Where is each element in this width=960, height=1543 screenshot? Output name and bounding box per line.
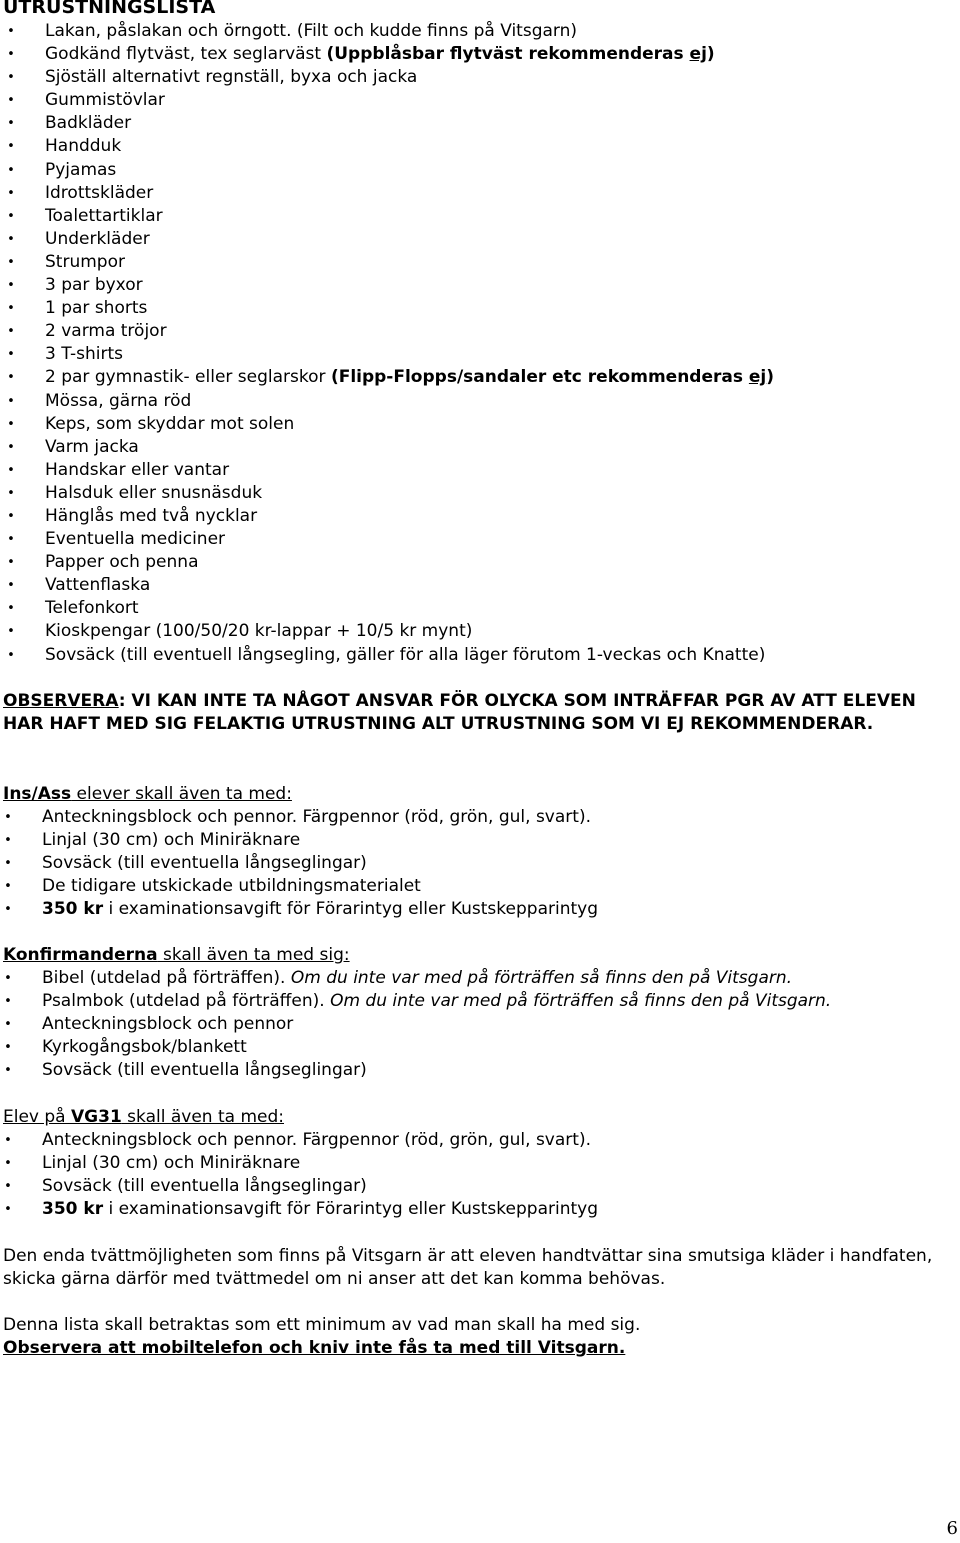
bullet-icon: • (7, 162, 15, 178)
list-item (3, 251, 774, 274)
list-item (3, 1129, 957, 1152)
section-heading-rest: skall även ta med sig: (157, 945, 350, 965)
bullet-icon: • (4, 1202, 12, 1218)
warning-notice (3, 690, 957, 736)
list-item (3, 1036, 957, 1059)
equipment-list (3, 20, 774, 667)
item-text: i examinationsavgift för Förarintyg eller Kustskepparintyg (103, 1199, 598, 1220)
item-text: Underkläder (45, 228, 150, 249)
bullet-icon: • (7, 393, 15, 409)
list-item (3, 1175, 957, 1198)
item-text: 3 T-shirts (45, 344, 124, 365)
list-item (3, 482, 774, 505)
section-list (3, 1129, 957, 1221)
page-number: 6 (946, 1518, 958, 1539)
item-text: i examinationsavgift för Förarintyg eller Kustskepparintyg (103, 899, 598, 920)
bullet-icon: • (4, 810, 12, 825)
section-heading-rest: skall även ta med: (121, 1107, 284, 1127)
bullet-icon: • (7, 485, 15, 501)
bullet-icon: • (7, 70, 15, 86)
list-item (3, 159, 774, 182)
section-list (3, 806, 957, 921)
item-bold-note: ) (706, 44, 715, 65)
item-text: Anteckningsblock och pennor (42, 1014, 294, 1035)
item-text: Handduk (45, 136, 122, 157)
item-bold-note: (Uppblåsbar flytväst rekommenderas (326, 44, 690, 65)
item-bold-note: (Flipp-Flopps/sandaler etc rekommenderas (330, 367, 749, 388)
section-heading-prefix: Elev på (3, 1107, 71, 1127)
item-text: 2 par gymnastik- eller seglarskor (45, 367, 331, 388)
item-text: Telefonkort (45, 598, 139, 619)
section-heading-strong: VG31 (71, 1107, 122, 1127)
bullet-icon: • (4, 1017, 12, 1033)
bullet-icon: • (7, 601, 15, 617)
list-item (3, 297, 774, 320)
bullet-icon: • (7, 370, 15, 386)
phone-knife-note: Observera att mobiltelefon och kniv inte fås ta med till Vitsgarn. (3, 1338, 626, 1358)
item-text: Sjöställ alternativt regnställ, byxa och jacka (45, 67, 418, 88)
item-text: Sovsäck (till eventuella långseglingar) (42, 1176, 367, 1197)
warning-label: OBSERVERA (3, 691, 119, 711)
item-text: Mössa, gärna röd (45, 390, 192, 411)
item-text: Badkläder (45, 113, 132, 134)
item-text: Eventuella mediciner (45, 529, 226, 550)
bullet-icon: • (7, 508, 15, 524)
section-heading (3, 1106, 957, 1129)
section-ins-ass (3, 783, 957, 921)
list-item (3, 875, 957, 898)
item-text: 1 par shorts (45, 298, 148, 319)
item-emphasis: ej (689, 44, 707, 65)
bullet-icon: • (4, 994, 12, 1010)
page-title: UTRUSTNINGSLISTA (3, 0, 216, 18)
bullet-icon: • (7, 578, 15, 594)
bullet-icon: • (7, 555, 15, 571)
item-text: Anteckningsblock och pennor. Färgpennor (röd, grön, gul, svart). (42, 1130, 591, 1150)
list-item (3, 20, 774, 43)
list-item (3, 1152, 957, 1175)
bullet-icon: • (7, 231, 15, 247)
item-text: Linjal (30 cm) och Miniräknare (42, 830, 301, 851)
item-text: Keps, som skyddar mot solen (45, 413, 295, 434)
item-text: Kioskpengar (100/50/20 kr-lappar + 10/5 kr mynt) (45, 621, 473, 642)
list-item (3, 574, 774, 597)
bullet-icon: • (7, 347, 15, 363)
item-text: Sovsäck (till eventuell långsegling, gäller för alla läger förutom 1-veckas och Knatte) (45, 644, 766, 665)
bullet-icon: • (7, 439, 15, 455)
item-text: Strumpor (45, 251, 125, 272)
item-text: Kyrkogångsbok/blankett (42, 1037, 247, 1058)
list-item (3, 1198, 957, 1221)
item-text: Bibel (utdelad på förträffen). (42, 968, 291, 988)
item-text: Psalmbok (utdelad på förträffen). (42, 991, 331, 1012)
list-item (3, 829, 957, 852)
list-item (3, 436, 774, 459)
bullet-icon: • (4, 856, 12, 872)
list-item (3, 898, 957, 921)
list-item (3, 366, 774, 389)
bullet-icon: • (7, 462, 15, 478)
bullet-icon: • (7, 93, 15, 109)
bullet-icon: • (7, 416, 15, 432)
section-list (3, 967, 957, 1082)
list-item (3, 320, 774, 343)
bullet-icon: • (4, 833, 12, 849)
section-vg31 (3, 1106, 957, 1221)
bullet-icon: • (7, 47, 15, 63)
bullet-icon: • (4, 879, 12, 895)
bullet-icon: • (4, 1063, 12, 1079)
item-text: Halsduk eller snusnäsduk (45, 482, 263, 503)
list-item (3, 66, 774, 89)
list-item (3, 43, 774, 66)
bullet-icon: • (4, 1040, 12, 1056)
bullet-icon: • (4, 1179, 12, 1195)
list-item (3, 390, 774, 413)
list-item (3, 597, 774, 620)
bullet-icon: • (7, 116, 15, 132)
item-text: Varm jacka (45, 436, 139, 457)
bullet-icon: • (7, 139, 15, 155)
item-text: Sovsäck (till eventuella långseglingar) (42, 1060, 367, 1081)
item-text: 3 par byxor (45, 275, 143, 296)
list-item (3, 528, 774, 551)
list-item (3, 505, 774, 528)
item-text: Lakan, påslakan och örngott. (Filt och kudde finns på Vitsgarn) (45, 21, 577, 41)
list-item (3, 459, 774, 482)
section-heading (3, 944, 957, 967)
item-text: De tidigare utskickade utbildningsmaterialet (42, 876, 421, 897)
item-italic-note: Om du inte var med på förträffen så finns den på Vitsgarn. (290, 968, 793, 988)
item-text: Linjal (30 cm) och Miniräknare (42, 1153, 301, 1174)
list-item (3, 852, 957, 875)
item-text: Toalettartiklar (45, 205, 163, 226)
list-item (3, 620, 774, 643)
section-heading (3, 783, 957, 806)
item-bold-note: ) (766, 367, 775, 388)
item-text: Papper och penna (45, 552, 199, 573)
bullet-icon: • (7, 532, 15, 548)
list-item (3, 1013, 957, 1036)
bullet-icon: • (7, 301, 15, 317)
item-strong: 350 kr (42, 899, 104, 920)
bullet-icon: • (7, 185, 15, 201)
bullet-icon: • (4, 1133, 12, 1148)
item-text: Hänglås med två nycklar (45, 505, 258, 526)
warning-text: : VI KAN INTE TA NÅGOT ANSVAR FÖR OLYCKA SOM INTRÄFFAR PGR AV ATT ELEVEN HAR HAFT MED SIG FELAKTIG UTRUSTNING ALT UTRUSTNING SOM VI EJ REKOMMENDERAR. (3, 691, 916, 734)
item-text: Anteckningsblock och pennor. Färgpennor (röd, grön, gul, svart). (42, 807, 591, 827)
item-text: Idrottskläder (45, 182, 154, 203)
bullet-icon: • (7, 324, 15, 340)
list-item (3, 89, 774, 112)
list-item (3, 112, 774, 135)
list-item (3, 274, 774, 297)
item-italic-note: Om du inte var med på förträffen så finns den på Vitsgarn. (330, 991, 832, 1012)
item-emphasis: ej (748, 367, 767, 388)
list-item (3, 135, 774, 158)
list-item (3, 343, 774, 366)
bullet-icon: • (4, 1156, 12, 1172)
bullet-icon: • (7, 208, 15, 224)
list-item (3, 413, 774, 436)
item-text: Sovsäck (till eventuella långseglingar) (42, 853, 367, 874)
list-item (3, 644, 774, 667)
section-konfirmander (3, 944, 957, 1082)
section-heading-strong: Ins/Ass (3, 784, 72, 804)
list-item (3, 806, 957, 829)
item-text: Handskar eller vantar (45, 459, 230, 480)
section-heading-strong: Konfirmanderna (3, 945, 158, 965)
list-item (3, 990, 957, 1013)
bullet-icon: • (7, 254, 15, 270)
bullet-icon: • (7, 647, 15, 663)
minimum-note: Denna lista skall betraktas som ett minimum av vad man skall ha med sig. (3, 1315, 641, 1335)
item-text: Gummistövlar (45, 90, 165, 111)
item-text: Pyjamas (45, 159, 117, 180)
list-item (3, 1059, 957, 1082)
list-item (3, 551, 774, 574)
list-item (3, 182, 774, 205)
list-item (3, 205, 774, 228)
bullet-icon: • (7, 624, 15, 640)
bullet-icon: • (4, 971, 12, 986)
item-text: 2 varma tröjor (45, 321, 167, 342)
bullet-icon: • (7, 24, 15, 39)
item-strong: 350 kr (42, 1199, 104, 1220)
bullet-icon: • (4, 902, 12, 918)
closing-notes (3, 1314, 957, 1360)
item-text: Vattenflaska (45, 575, 151, 596)
list-item (3, 228, 774, 251)
laundry-note: Den enda tvättmöjligheten som finns på Vitsgarn är att eleven handtvättar sina smutsiga kläder i handfaten, skicka gärna därför med tvättmedel om ni anser att det kan komma behövas. (3, 1246, 933, 1289)
section-heading-rest: elever skall även ta med: (71, 784, 292, 804)
list-item (3, 967, 957, 990)
item-text: Godkänd flytväst, tex seglarväst (45, 44, 327, 65)
bullet-icon: • (7, 278, 15, 294)
